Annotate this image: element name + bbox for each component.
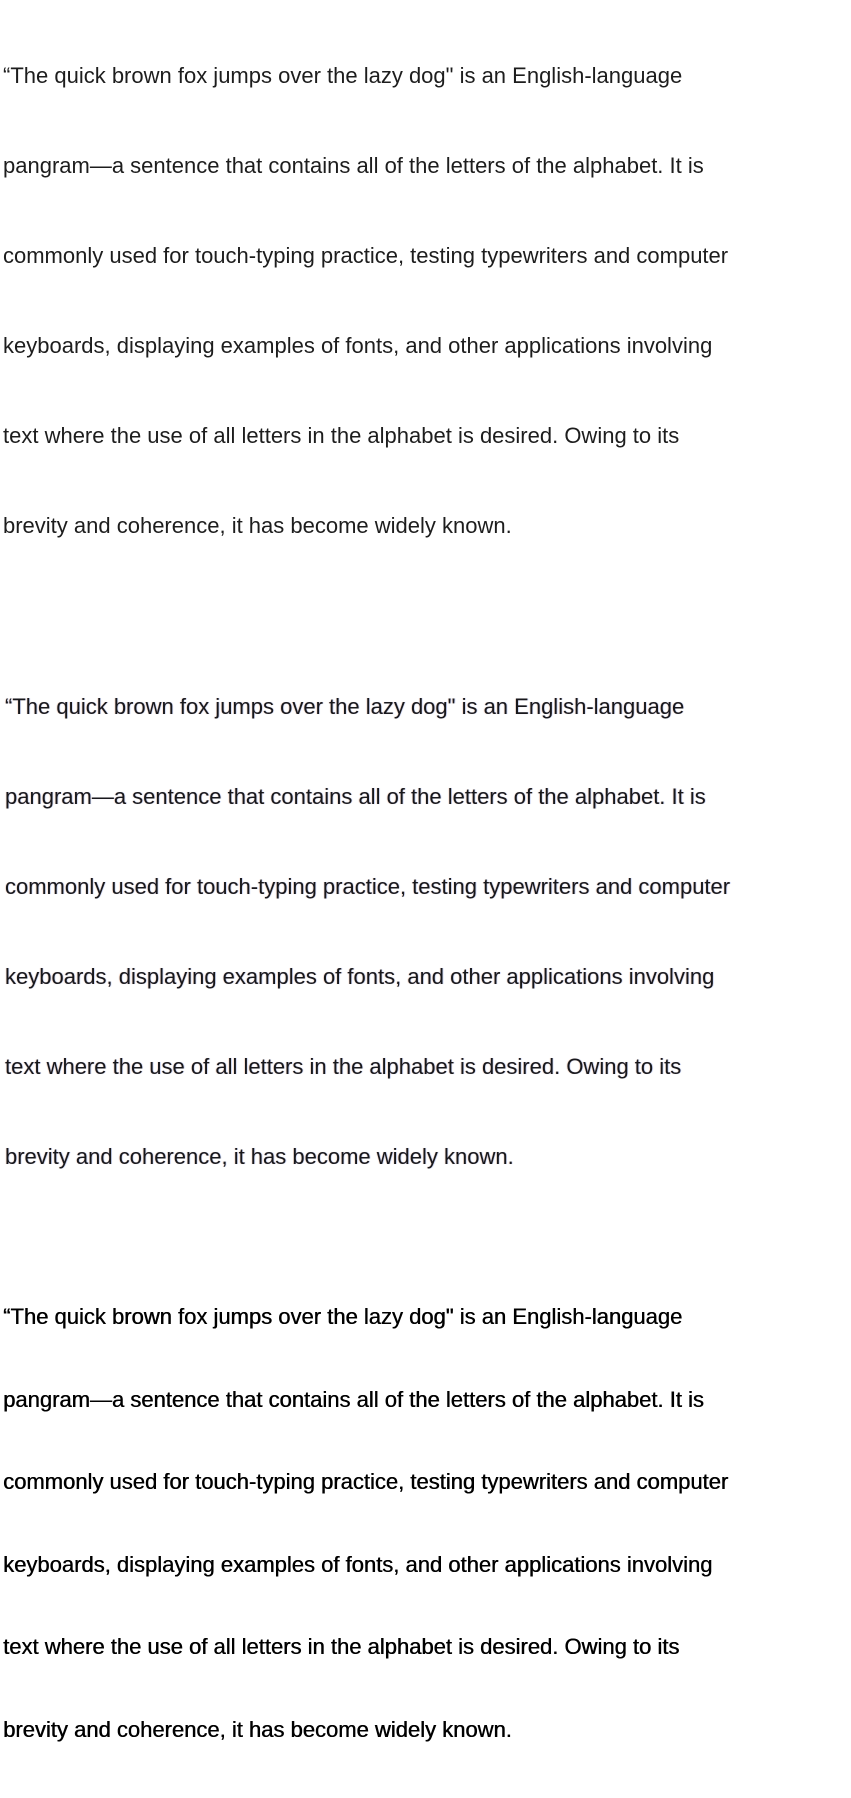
- pangram-paragraph-2: [3, 632, 851, 1232]
- text-line: text where the use of all letters in the alphabet is desired. Owing to its: [3, 423, 680, 448]
- text-line: commonly used for touch-typing practice, testing typewriters and computer: [3, 1469, 729, 1494]
- text-line: “The quick brown fox jumps over the lazy dog" is an English-language: [3, 1304, 683, 1329]
- text-line: keyboards, displaying examples of fonts, and other applications involving: [3, 1551, 713, 1577]
- text-line: commonly used for touch-typing practice, testing typewriters and computer: [5, 874, 731, 899]
- text-line: commonly used for touch-typing practice, testing typewriters and computer: [3, 243, 729, 268]
- text-line: brevity and coherence, it has become widely known.: [5, 1144, 514, 1169]
- text-line: pangram—a sentence that contains all of the letters of the alphabet. It is: [5, 784, 706, 809]
- text-line: brevity and coherence, it has become widely known.: [3, 513, 512, 538]
- text-line: keyboards, displaying examples of fonts, and other applications involving: [5, 964, 715, 989]
- text-line: “The quick brown fox jumps over the lazy dog" is an English-language: [3, 63, 683, 88]
- text-line: pangram—a sentence that contains all of the letters of the alphabet. It is: [3, 1386, 704, 1412]
- text-line: text where the use of all letters in the alphabet is desired. Owing to its: [5, 1054, 682, 1079]
- text-line: keyboards, displaying examples of fonts, and other applications involving: [3, 333, 713, 358]
- text-line: text where the use of all letters in the alphabet is desired. Owing to its: [3, 1634, 680, 1659]
- text-line: “The quick brown fox jumps over the lazy dog" is an English-language: [5, 694, 685, 719]
- pangram-paragraph-1: [3, 1, 851, 601]
- text-line: pangram—a sentence that contains all of the letters of the alphabet. It is: [3, 153, 704, 178]
- text-line: brevity and coherence, it has become widely known.: [3, 1716, 512, 1742]
- pangram-paragraph-3: [3, 1248, 851, 1798]
